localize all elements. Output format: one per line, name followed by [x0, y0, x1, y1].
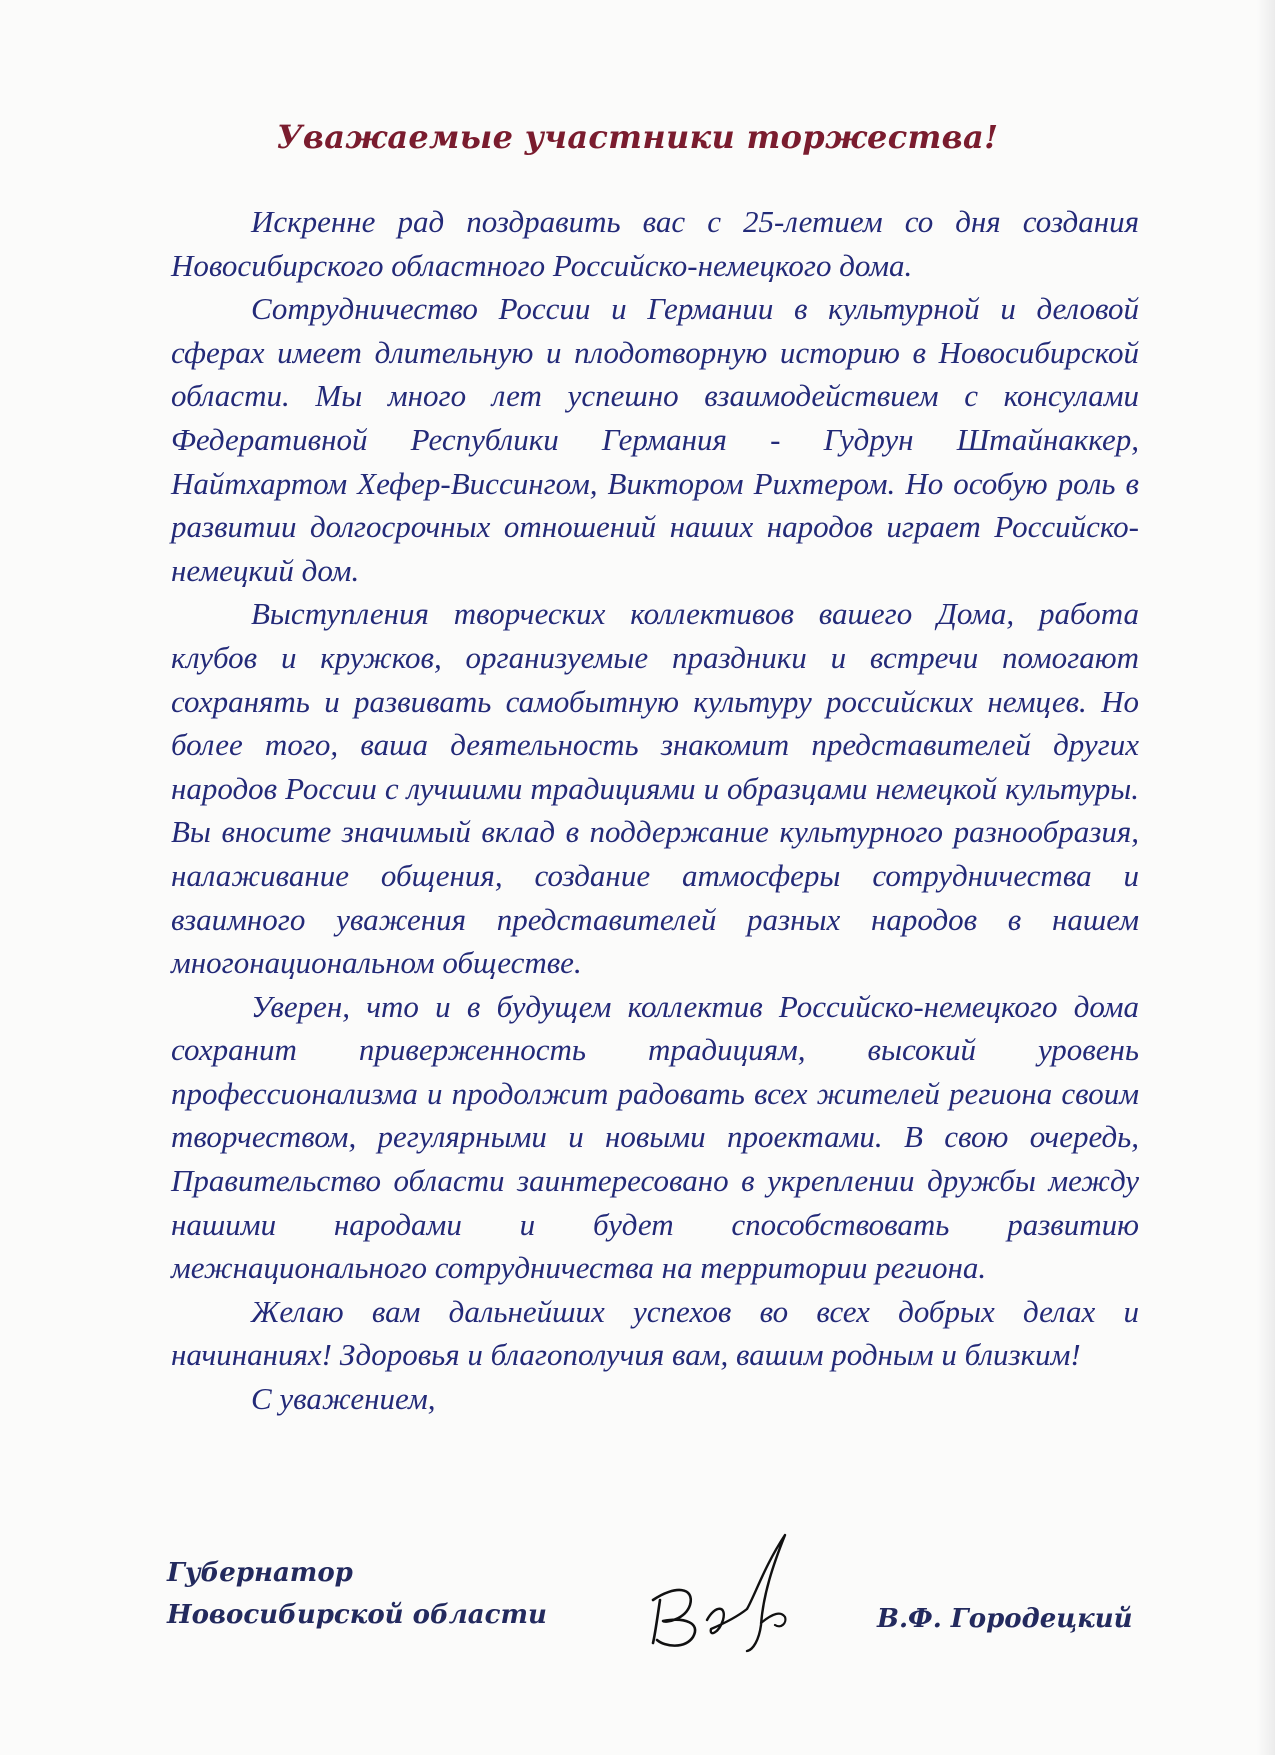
paragraph-future: Уверен, что и в будущем коллектив Российско-немецкого дома сохранит приверженность традициям, высокий уровень профессионализма и продолжит радовать всех жителей региона своим творчеством, регулярными и новыми проектами. В свою очередь, Правительство области заинтересовано в укреплении дружбы между нашими народами и будет способствовать развитию межнационального сотрудничества на территории региона. [171, 988, 1139, 1286]
handwritten-signature [635, 1525, 815, 1655]
signatory-title [167, 1552, 547, 1636]
paragraph-wishes: Желаю вам дальнейших успехов во всех добрых делах и начинаниях! Здоровья и благополучия вам, вашим родным и близким! [171, 1293, 1139, 1373]
letter-body [171, 200, 1139, 1421]
page-edge-shadow [1257, 0, 1275, 1755]
paragraph-activities: Выступления творческих коллективов вашего Дома, работа клубов и кружков, организуемые праздники и встречи помогают сохранять и развивать самобытную культуру российских немцев. Но более того, ваша деятельность знакомит представителей других народов России с лучшими традициями и образцами немецкой культуры. Вы вносите значимый вклад в поддержание культурного разнообразия, налаживание общения, создание атмосферы сотрудничества и взаимного уважения представителей разных народов в нашем многонациональном обществе. [171, 596, 1139, 981]
closing-phrase: С уважением, [251, 1381, 436, 1417]
paragraph-cooperation: Сотрудничество России и Германии в культурной и деловой сферах имеет длительную и плодотворную историю в Новосибирской области. Мы много лет успешно взаимодействием с консулами Федеративной Республики Германия - Гудрун Штайнаккер, Найтхартом Хефер-Виссингом, Виктором Рихтером. Но особую роль в развитии долгосрочных отношений наших народов играет Российско-немецкий дом. [171, 291, 1139, 588]
signatory-title-line1: Губернатор [167, 1558, 353, 1588]
paragraph-greeting: Искренне рад поздравить вас с 25-летием со дня создания Новосибирского областного Российско-немецкого дома. [171, 204, 1139, 283]
signatory-name: В.Ф. Городецкий [877, 1604, 1133, 1634]
letter-title: Уважаемые участники торжества! [276, 118, 999, 156]
signatory-title-line2: Новосибирской области [167, 1600, 547, 1630]
